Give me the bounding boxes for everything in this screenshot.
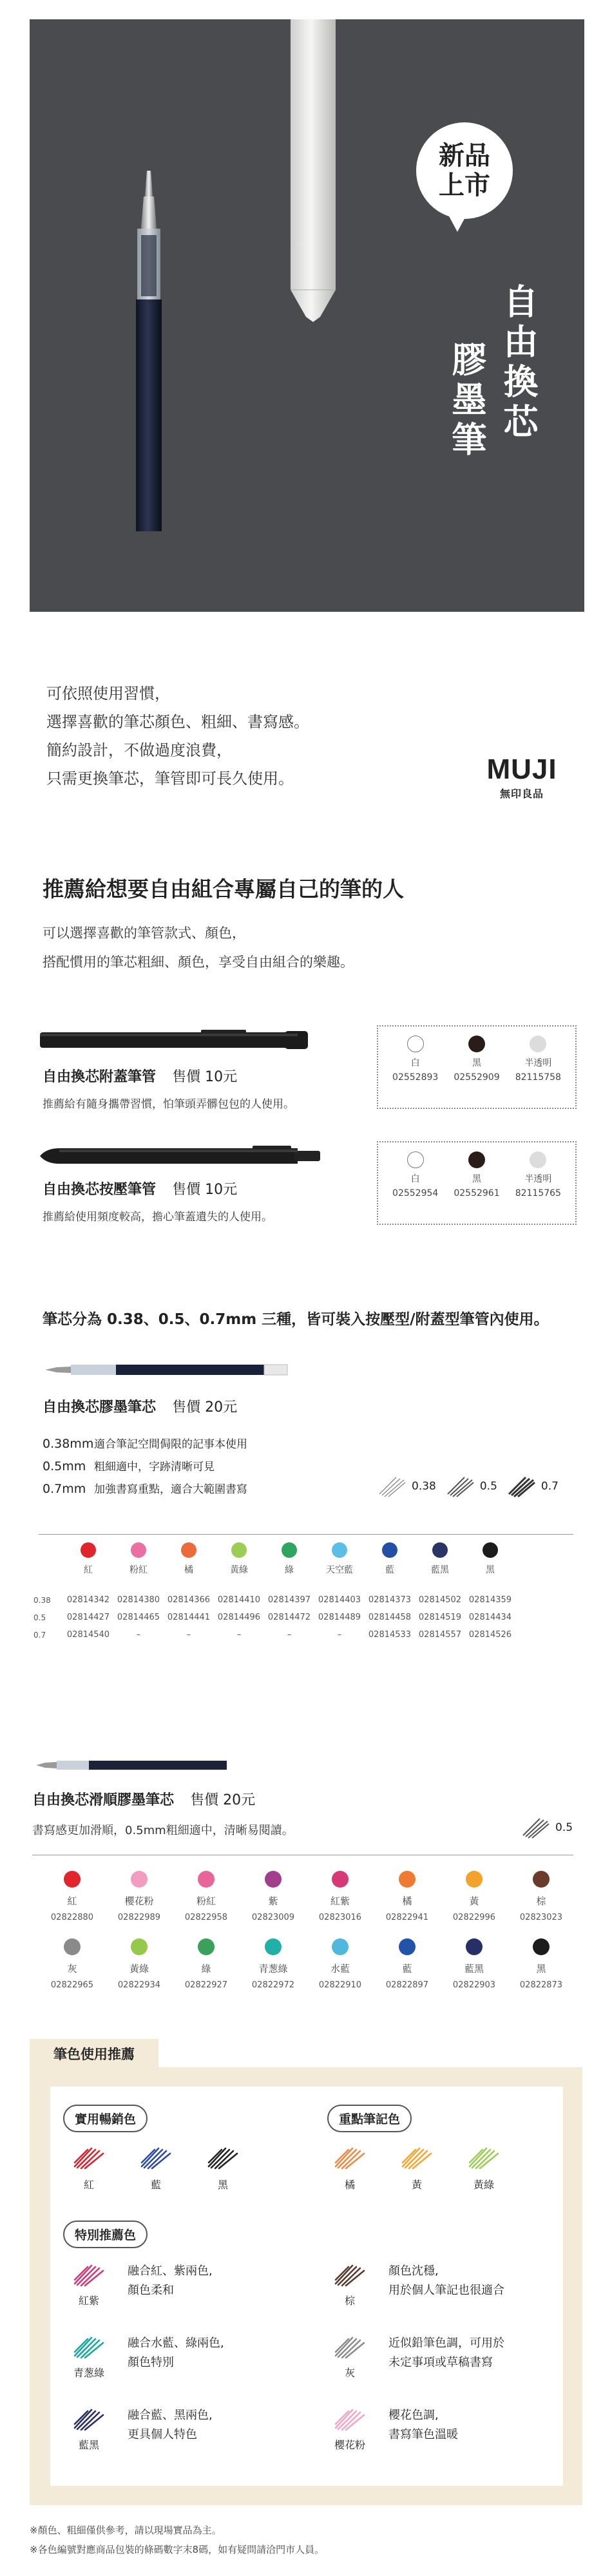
color-description (388, 2406, 458, 2445)
refill-size-heading: 筆芯分為 0.38、0.5、0.7mm 三種，皆可裝入按壓型/附蓋型筆管內使用。 (43, 1311, 549, 1328)
product-code: 02823016 (318, 1913, 362, 1922)
color-swatch (231, 1542, 247, 1558)
size-label: 0.7 (33, 1630, 46, 1640)
intro-line: 選擇喜歡的筆芯顏色、粗細、書寫感。 (46, 713, 309, 731)
product-code: 02822897 (385, 1980, 429, 1990)
product-code: 02814342 (66, 1595, 110, 1605)
product-code: 02814366 (167, 1595, 211, 1605)
color-swatch (265, 1871, 282, 1888)
product-code: 02814427 (66, 1613, 110, 1622)
product-code: 02814496 (217, 1613, 261, 1622)
color-name: 灰 (344, 2367, 355, 2379)
recommend-color (131, 2145, 180, 2192)
color-name: 棕 (344, 2295, 355, 2307)
color-swatch (282, 1542, 297, 1558)
color-swatch (466, 1871, 483, 1888)
description-line: 顏色柔和 (128, 2284, 174, 2297)
smooth-refill-price: 售價 20元 (190, 1792, 256, 1808)
color-swatch (131, 1542, 146, 1558)
product-code: 02823023 (519, 1913, 563, 1922)
press-barrel-heading (43, 1179, 237, 1198)
special-colors-left (64, 2262, 224, 2478)
size-icons (377, 1475, 559, 1498)
color-cell (39, 1938, 106, 1990)
muji-logo-text: MUJI (486, 753, 557, 785)
recommend-color (325, 2145, 374, 2192)
press-barrel-title: 自由換芯按壓筆管 (43, 1182, 157, 1198)
scribble-icon (506, 1475, 537, 1498)
description-line: 融合紅、紫兩色, (128, 2264, 213, 2278)
color-name: 紅紫 (78, 2295, 99, 2307)
color-name: 綠 (285, 1565, 294, 1575)
color-column (264, 1542, 314, 1576)
color-scribble (205, 2145, 241, 2170)
special-colors-pill: 特別推薦色 (63, 2221, 148, 2248)
color-swatch (198, 1938, 215, 1955)
description-line: 顏色沈穩, (388, 2264, 439, 2278)
color-name: 黃 (469, 1895, 479, 1907)
color-swatch (466, 1938, 483, 1955)
size-desc: 粗細適中，字跡清晰可見 (94, 1461, 215, 1473)
color-column (415, 1542, 465, 1576)
intro-line: 只需更換筆芯，筆管即可長久使用。 (46, 770, 294, 788)
product-code: 02822972 (251, 1980, 295, 1990)
color-swatch (407, 1151, 424, 1168)
color-column (465, 1542, 515, 1576)
size-icon-label: 0.5 (555, 1821, 573, 1834)
press-barrel-image (40, 1143, 323, 1169)
gel-refill-price: 售價 20元 (172, 1399, 238, 1416)
color-option (454, 1151, 499, 1215)
product-code: 02814540 (66, 1630, 110, 1640)
color-cell (173, 1938, 240, 1990)
code-row (33, 1613, 515, 1622)
color-name: 櫻花粉 (334, 2439, 365, 2451)
color-swatch (530, 1036, 546, 1052)
color-name: 紅 (67, 1895, 77, 1907)
color-scribble (399, 2145, 435, 2170)
description-line: 顏色特別 (128, 2356, 174, 2369)
intro-text (46, 679, 407, 793)
color-code: 02552893 (392, 1072, 439, 1083)
size-label: 0.38 (33, 1595, 51, 1605)
color-cell (240, 1871, 307, 1922)
size-icon-label: 0.5 (479, 1480, 497, 1493)
scribble-icon (377, 1475, 408, 1498)
product-code: 02822941 (385, 1913, 429, 1922)
press-barrel-price: 售價 10元 (172, 1182, 238, 1198)
special-color-swatch (325, 2262, 374, 2307)
product-code: – (236, 1630, 242, 1640)
color-cell (374, 1871, 441, 1922)
note-line2: ※各色編號對應商品包裝的條碼數字末8碼，如有疑問請洽門市人員。 (30, 2544, 325, 2555)
special-color-item (64, 2262, 224, 2334)
product-code: 02814519 (418, 1613, 462, 1622)
color-scribble (332, 2406, 368, 2432)
color-name: 紅 (83, 2179, 94, 2191)
hero-banner (30, 19, 584, 612)
press-barrel-color-box (377, 1141, 577, 1225)
product-code: – (136, 1630, 141, 1640)
color-swatch (198, 1871, 215, 1888)
color-column (314, 1542, 365, 1576)
color-scribble (332, 2145, 368, 2170)
muji-logo (480, 753, 564, 800)
special-color-swatch (325, 2334, 374, 2380)
color-name: 紅 (84, 1565, 93, 1575)
product-code: 02814533 (368, 1630, 412, 1640)
product-code: 02814373 (368, 1595, 412, 1605)
size-item (43, 1455, 247, 1478)
recommend-tab: 筆色使用推薦 (30, 2039, 158, 2069)
color-scribble (332, 2262, 368, 2287)
product-code: 02822927 (184, 1980, 228, 1990)
color-name: 橘 (344, 2179, 355, 2191)
color-code: 02552909 (454, 1072, 500, 1083)
color-name: 天空藍 (326, 1565, 353, 1575)
color-swatch (332, 1938, 349, 1955)
color-swatch (64, 1871, 81, 1888)
gel-code-table (33, 1595, 515, 1647)
product-code: 02822910 (318, 1980, 362, 1990)
color-name: 黃 (411, 2179, 422, 2191)
color-name: 黑 (472, 1058, 481, 1068)
recommend-color (198, 2145, 247, 2192)
code-row (33, 1630, 515, 1640)
cap-barrel-price: 售價 10元 (172, 1069, 238, 1085)
color-name: 藍黑 (78, 2439, 99, 2451)
color-name: 橘 (402, 1895, 412, 1907)
divider (39, 1534, 573, 1535)
cap-barrel-heading (43, 1066, 237, 1086)
badge-text-line2: 上市 (439, 171, 490, 200)
color-cell (508, 1871, 575, 1922)
product-code: 02814397 (267, 1595, 311, 1605)
white-pen-image (291, 19, 336, 322)
section-heading: 推薦給想要自由組合專屬自己的筆的人 (43, 876, 404, 902)
size-item (43, 1478, 247, 1501)
smooth-refill-image (36, 1758, 229, 1772)
product-code: 02822996 (452, 1913, 496, 1922)
smooth-refill-heading (32, 1789, 255, 1809)
color-name: 藍 (385, 1565, 394, 1575)
color-name: 綠 (201, 1963, 211, 1975)
size-icon-label: 0.38 (412, 1480, 436, 1493)
size-desc: 加強書寫重點，適合大範圍書寫 (94, 1483, 247, 1496)
gel-color-header (63, 1542, 515, 1576)
color-swatch (468, 1151, 485, 1168)
color-swatch (432, 1542, 448, 1558)
color-swatch (399, 1871, 416, 1888)
product-code: 02823009 (251, 1913, 295, 1922)
press-barrel-desc: 推薦給使用頻度較高，擔心筆蓋遺失的人使用。 (43, 1211, 273, 1224)
scribble-icon (445, 1475, 476, 1498)
color-name: 半透明 (524, 1058, 552, 1068)
intro-line: 可依照使用習慣， (46, 685, 170, 703)
smooth-color-row (39, 1938, 575, 1990)
color-name: 藍黑 (431, 1565, 449, 1575)
product-code: 02814465 (117, 1613, 160, 1622)
color-name: 白 (410, 1058, 420, 1068)
color-name: 藍 (150, 2179, 161, 2191)
color-description (388, 2334, 504, 2372)
special-color-item (325, 2262, 504, 2334)
color-swatch (468, 1036, 485, 1052)
color-cell (374, 1938, 441, 1990)
color-swatch (131, 1938, 148, 1955)
recommend-color (64, 2145, 113, 2192)
color-column (113, 1542, 164, 1576)
color-name: 藍黑 (464, 1963, 484, 1975)
cap-barrel-title: 自由換芯附蓋筆管 (43, 1069, 157, 1085)
color-cell (307, 1938, 374, 1990)
highlight-colors-row (325, 2145, 508, 2192)
color-swatch (533, 1938, 550, 1955)
hero-title-secondary: 膠墨筆 (446, 341, 487, 461)
color-name: 青葱綠 (258, 1963, 288, 1975)
color-swatch (64, 1938, 81, 1955)
description-line: 更具個人特色 (128, 2428, 197, 2441)
color-name: 青葱綠 (73, 2367, 104, 2379)
muji-logo-subtext: 無印良品 (499, 788, 544, 800)
color-cell (441, 1871, 508, 1922)
color-cell (307, 1871, 374, 1922)
color-column (214, 1542, 264, 1576)
color-swatch (131, 1871, 148, 1888)
section-desc-line1: 可以選擇喜歡的筆管款式、顏色， (43, 925, 245, 941)
practical-colors-row (64, 2145, 247, 2192)
product-code: 02814434 (468, 1613, 512, 1622)
size-icon-label: 0.7 (540, 1480, 559, 1493)
product-code: 02814557 (418, 1630, 462, 1640)
color-description (128, 2334, 224, 2372)
color-name: 粉紅 (196, 1895, 216, 1907)
color-cell (106, 1938, 173, 1990)
size-desc: 適合筆記空間侷限的記事本使用 (94, 1438, 247, 1451)
color-option (454, 1036, 499, 1099)
color-name: 黑 (472, 1174, 481, 1184)
color-cell (173, 1871, 240, 1922)
color-swatch (332, 1542, 347, 1558)
color-swatch (81, 1542, 96, 1558)
description-line: 用於個人筆記也很適合 (388, 2284, 504, 2297)
recommend-color (459, 2145, 508, 2192)
cap-barrel-image (40, 1027, 311, 1053)
color-swatch (483, 1542, 498, 1558)
color-cell (441, 1938, 508, 1990)
section-desc-line2: 搭配慣用的筆芯粗細、顏色，享受自由組合的樂趣。 (43, 954, 354, 970)
color-column (63, 1542, 113, 1576)
description-line: 櫻花色調, (388, 2409, 439, 2422)
size-item (43, 1433, 247, 1455)
smooth-size-icon (521, 1816, 573, 1839)
special-color-item (64, 2334, 224, 2406)
gel-refill-title: 自由換芯膠墨筆芯 (43, 1399, 157, 1416)
color-scribble (71, 2406, 107, 2432)
product-code: 02822903 (452, 1980, 496, 1990)
special-color-swatch (325, 2406, 374, 2452)
color-scribble (71, 2145, 107, 2170)
product-code: 02814380 (117, 1595, 160, 1605)
size-value: 0.5mm (43, 1459, 86, 1473)
color-name: 紫 (268, 1895, 278, 1907)
description-line: 未定事項或草稿書寫 (388, 2356, 493, 2369)
color-name: 櫻花粉 (124, 1895, 154, 1907)
color-option (392, 1151, 438, 1215)
product-code: 02814458 (368, 1613, 412, 1622)
size-value: 0.7mm (43, 1482, 86, 1496)
smooth-refill-title: 自由換芯滑順膠墨筆芯 (32, 1792, 175, 1808)
size-label: 0.5 (33, 1613, 46, 1622)
description-line: 融合水藍、綠兩色, (128, 2336, 224, 2350)
product-code: 02822873 (519, 1980, 563, 1990)
color-name: 灰 (67, 1963, 77, 1975)
color-option (392, 1036, 438, 1099)
color-name: 棕 (536, 1895, 546, 1907)
color-name: 黃綠 (473, 2179, 494, 2191)
product-code: 02814472 (267, 1613, 311, 1622)
color-swatch (533, 1871, 550, 1888)
product-code: 02814526 (468, 1630, 512, 1640)
scribble-icon (521, 1816, 551, 1839)
hero-title-primary: 自由換芯 (498, 283, 539, 443)
color-name: 黑 (536, 1963, 546, 1975)
practical-colors-pill: 實用暢銷色 (63, 2105, 148, 2132)
cap-barrel-color-box (377, 1025, 577, 1109)
color-name: 粉紅 (129, 1565, 148, 1575)
product-code: 02822958 (184, 1913, 228, 1922)
special-color-swatch (64, 2334, 113, 2380)
product-code: 02814441 (167, 1613, 211, 1622)
product-code: – (287, 1630, 292, 1640)
recommend-color (392, 2145, 441, 2192)
color-name: 橘 (184, 1565, 193, 1575)
color-scribble (71, 2262, 107, 2287)
gel-refill-image (45, 1362, 290, 1378)
color-name: 黑 (486, 1565, 495, 1575)
intro-line: 簡約設計，不做過度浪費， (46, 741, 232, 759)
product-code: 02822965 (50, 1980, 94, 1990)
color-swatch (530, 1151, 546, 1168)
color-swatch (332, 1871, 349, 1888)
color-swatch (399, 1938, 416, 1955)
smooth-refill-desc: 書寫感更加滑順，0.5mm粗細適中，清晰易閱讀。 (32, 1824, 294, 1837)
color-code: 02552954 (392, 1188, 439, 1198)
color-option (515, 1036, 561, 1099)
color-description (388, 2262, 504, 2300)
cap-barrel-desc: 推薦給有隨身攜帶習慣，怕筆頭弄髒包包的人使用。 (43, 1098, 294, 1111)
color-name: 半透明 (524, 1174, 552, 1184)
product-code: – (337, 1630, 342, 1640)
size-list (43, 1433, 247, 1501)
color-column (164, 1542, 214, 1576)
color-cell (39, 1871, 106, 1922)
gel-refill-heading (43, 1396, 237, 1416)
color-name: 黃綠 (230, 1565, 248, 1575)
color-cell (106, 1871, 173, 1922)
highlight-colors-pill: 重點筆記色 (327, 2105, 412, 2132)
color-name: 白 (410, 1174, 420, 1184)
color-name: 黃綠 (129, 1963, 149, 1975)
special-color-item (325, 2334, 504, 2406)
color-swatch (265, 1938, 282, 1955)
color-swatch (407, 1036, 424, 1052)
badge-text-line1: 新品 (439, 141, 490, 171)
special-color-item (325, 2406, 504, 2478)
product-code: – (186, 1630, 191, 1640)
description-line: 近似鉛筆色調，可用於 (388, 2336, 504, 2350)
note-line1: ※顏色、粗細僅供參考，請以現場實品為主。 (30, 2524, 222, 2536)
color-code: 02552961 (454, 1188, 500, 1198)
product-code: 02822989 (117, 1913, 161, 1922)
product-code: 02814410 (217, 1595, 261, 1605)
product-code: 02814403 (318, 1595, 361, 1605)
smooth-color-row (39, 1871, 575, 1922)
size-value: 0.38mm (43, 1437, 94, 1451)
color-column (365, 1542, 415, 1576)
color-scribble (71, 2334, 107, 2360)
special-colors-right (325, 2262, 504, 2478)
product-code: 02814359 (468, 1595, 512, 1605)
product-code: 02814502 (418, 1595, 462, 1605)
color-name: 藍 (402, 1963, 412, 1975)
special-color-item (64, 2406, 224, 2478)
color-cell (240, 1938, 307, 1990)
color-option (515, 1151, 561, 1215)
refill-image (129, 171, 168, 531)
special-color-swatch (64, 2406, 113, 2452)
color-description (128, 2262, 213, 2300)
code-row (33, 1595, 515, 1605)
new-badge (416, 122, 513, 219)
description-line: 書寫筆色溫暖 (388, 2428, 458, 2441)
color-code: 82115758 (515, 1072, 561, 1083)
color-swatch (382, 1542, 397, 1558)
color-scribble (138, 2145, 174, 2170)
product-code: 02822934 (117, 1980, 161, 1990)
color-description (128, 2406, 213, 2445)
product-code: 02822880 (50, 1913, 94, 1922)
color-scribble (332, 2334, 368, 2360)
special-color-swatch (64, 2262, 113, 2307)
color-code: 82115765 (515, 1188, 561, 1198)
color-name: 黑 (217, 2179, 228, 2191)
description-line: 融合藍、黑兩色, (128, 2409, 213, 2422)
product-code: 02814489 (318, 1613, 361, 1622)
color-name: 水藍 (330, 1963, 350, 1975)
color-scribble (466, 2145, 502, 2170)
color-swatch (181, 1542, 196, 1558)
color-cell (508, 1938, 575, 1990)
color-name: 紅紫 (330, 1895, 350, 1907)
